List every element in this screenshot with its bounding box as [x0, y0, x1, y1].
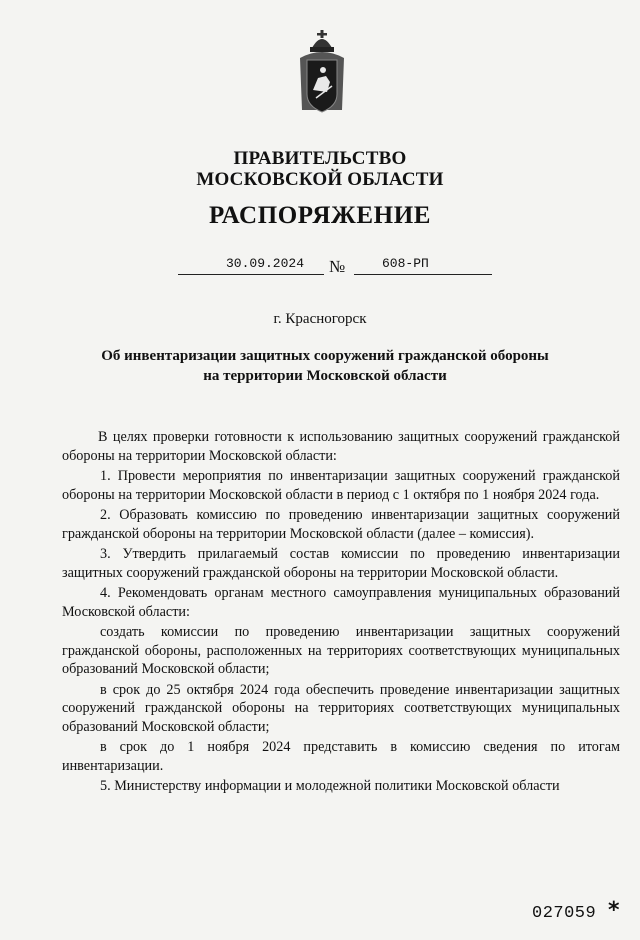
subject-line1: Об инвентаризации защитных сооружений гражданской обороны	[101, 348, 549, 364]
body-paragraph: 1. Провести мероприятия по инвентаризации защитных сооружений гражданской обороны на территории Московской области в период с 1 октября по 1 ноября 2024 года.	[62, 468, 620, 503]
subject-line2: на территории Московской области	[203, 368, 447, 384]
number-underline	[354, 274, 492, 275]
body-paragraph: В целях проверки готовности к использованию защитных сооружений гражданской обороны на территории Московской области:	[62, 429, 620, 464]
body-paragraph: в срок до 25 октября 2024 года обеспечить проведение инвентаризации защитных сооружений гражданской обороны на территориях соответствующих муниципальных образований Московской области;	[62, 681, 620, 735]
document-body	[62, 428, 620, 798]
number-sign: №	[329, 257, 346, 276]
issue-city: г. Красногорск	[273, 311, 367, 327]
document-subject	[60, 346, 590, 386]
body-paragraph: 4. Рекомендовать органам местного самоуправления муниципальных образований Московской области:	[62, 585, 620, 620]
date-underline	[178, 274, 324, 275]
organization-name-line2: МОСКОВСКОЙ ОБЛАСТИ	[196, 169, 444, 190]
coat-of-arms-emblem	[296, 28, 348, 116]
document-date: 30.09.2024	[226, 256, 305, 271]
body-paragraph: в срок до 1 ноября 2024 представить в комиссию сведения по итогам инвентаризации.	[62, 739, 620, 774]
body-paragraph: 3. Утвердить прилагаемый состав комиссии по проведению инвентаризации защитных сооружений гражданской обороны на территории Московской области.	[62, 546, 620, 581]
serial-star-mark: *	[608, 898, 620, 923]
body-paragraph: 5. Министерству информации и молодежной политики Московской области	[100, 778, 560, 794]
organization-name-line1: ПРАВИТЕЛЬСТВО	[233, 148, 407, 169]
body-paragraph: создать комиссии по проведению инвентаризации защитных сооружений гражданской обороны, расположенных на территориях соответствующих муниципальных образований Московской области;	[62, 624, 620, 677]
document-number: 608-РП	[382, 256, 429, 271]
document-type-title: РАСПОРЯЖЕНИЕ	[208, 202, 432, 229]
form-serial-number: 027059	[532, 904, 597, 923]
body-paragraph: 2. Образовать комиссию по проведению инвентаризации защитных сооружений гражданской обороны на территории Московской области (далее – комиссия).	[62, 507, 620, 542]
